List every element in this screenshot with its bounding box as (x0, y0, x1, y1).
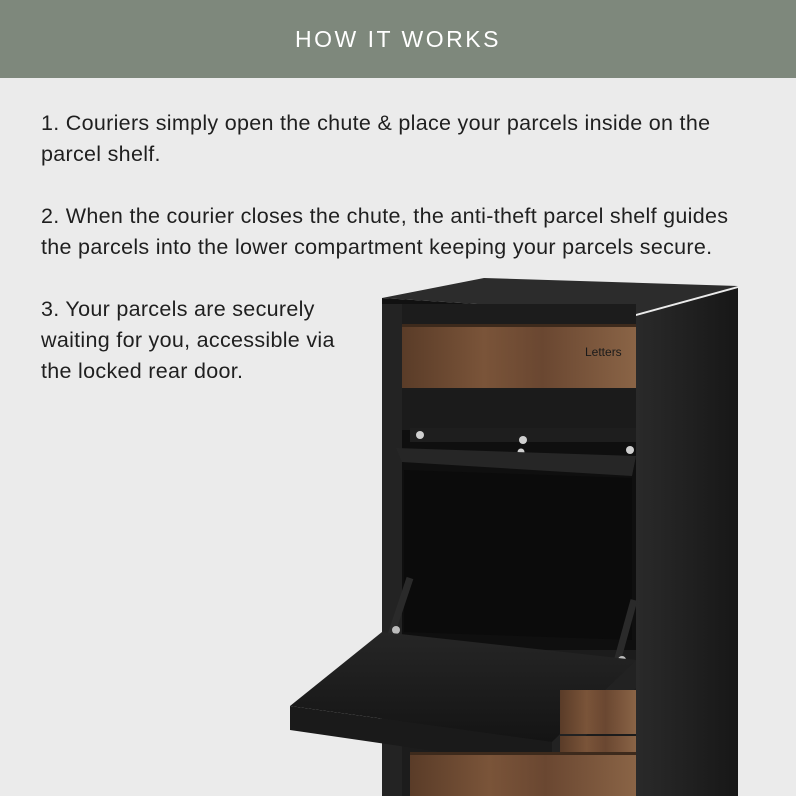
step-1-text: 1. Couriers simply open the chute & place your parcels inside on the parcel shelf. (41, 111, 711, 166)
parcel-box-image (280, 270, 796, 796)
box-side-panel (636, 288, 738, 796)
step-3-text: 3. Your parcels are securely waiting for you, accessible via the locked rear door. (41, 297, 335, 383)
lower-drawer-3 (410, 752, 636, 796)
page-title: HOW IT WORKS (295, 25, 501, 52)
step-2-text: 2. When the courier closes the chute, the anti-theft parcel shelf guides the parcels into the lower compartment keeping your parcels secure. (41, 204, 729, 259)
drawer-label: Letters (585, 345, 622, 359)
header-banner (0, 0, 796, 78)
lower-drawer-1 (560, 690, 636, 734)
